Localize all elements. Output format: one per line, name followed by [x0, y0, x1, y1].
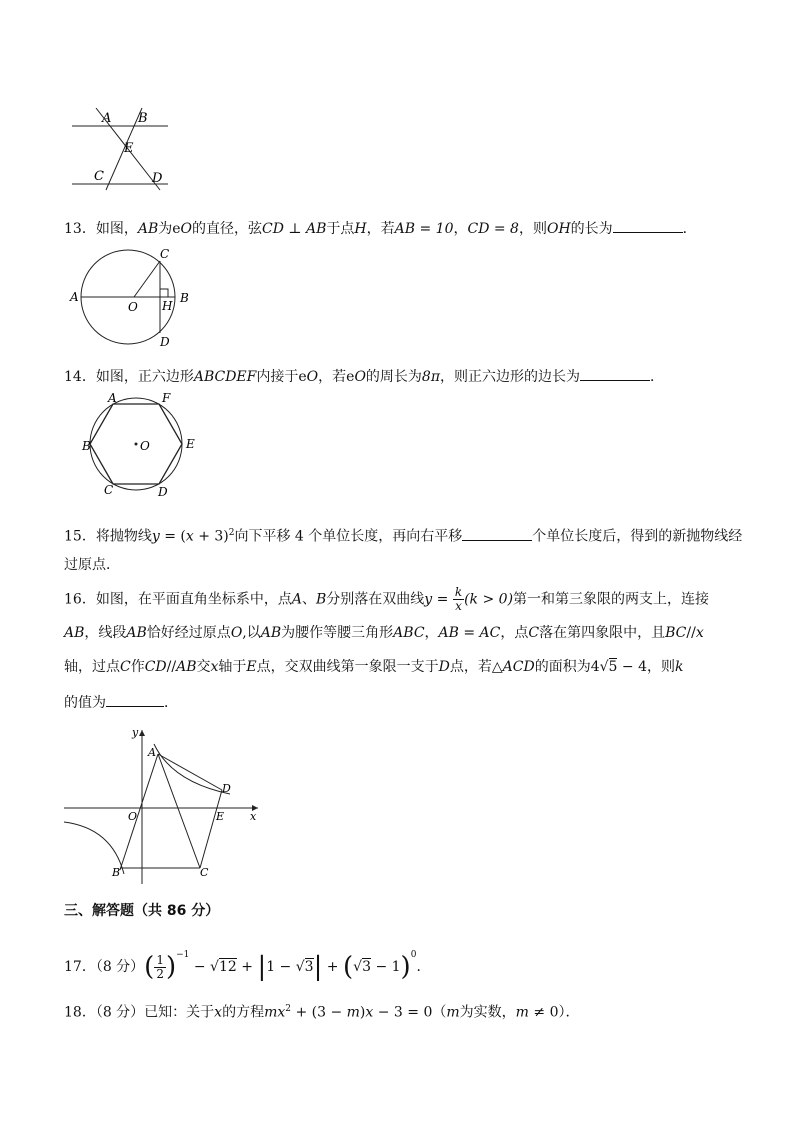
question-14: 14．如图，正六边形ABCDEF内接于eO，若eO的周长为8π，则正六边形的边长为 ． [64, 366, 664, 386]
question-16-line3: 轴，过点C作CD//AB交x轴于E点，交双曲线第一象限一支于D点，若△ACD的面积为4√5 − 4，则k [64, 659, 684, 675]
label-c: C [160, 247, 170, 261]
fraction-k-over-x: $\frac{k}{x}$ [454, 585, 463, 613]
label-d: D [222, 782, 231, 795]
label-a: A [102, 111, 112, 126]
figure-inscribed-hexagon [76, 392, 204, 500]
label-o: O [140, 439, 150, 453]
label-b: B [82, 439, 91, 453]
label-f: F [162, 392, 171, 405]
answer-blank-16[interactable] [106, 692, 164, 707]
label-b: B [112, 866, 121, 879]
label-e: E [216, 810, 225, 823]
segment-ad [158, 754, 222, 790]
label-a: A [70, 290, 79, 304]
label-b: B [138, 111, 148, 126]
label-c: C [94, 169, 104, 184]
section-heading: 三、解答题（共 86 分） [64, 903, 220, 919]
label-d: D [158, 485, 168, 499]
answer-blank-15[interactable] [462, 526, 532, 541]
question-16-line4: 的值为 ． [64, 692, 178, 712]
label-e: E [186, 437, 195, 451]
label-y: y [132, 726, 139, 739]
question-number: 13． [64, 221, 96, 237]
radius-oc [134, 261, 160, 297]
label-c: C [200, 866, 209, 879]
question-16-line1: 16．如图，在平面直角坐标系中，点A、B分别落在双曲线y = $\frac{k}{x}$ (k > 0)第一和第三象限的两支上，连接 [64, 585, 710, 613]
question-18: 18．（8 分）已知：关于x的方程$mx^2 + (3 - m)x - 3 = 0(m$为实数，m ≠ 0）． [64, 1004, 580, 1021]
segment-cd [200, 790, 225, 868]
question-16-line2: AB，线段AB恰好经过原点O,以AB为腰作等腰三角形ABC，AB = AC，点C落在第四象限中，且BC//x [64, 625, 704, 641]
segment-ac [158, 754, 200, 868]
label-x: x [250, 810, 257, 823]
question-15-line1: 15．将抛物线$y = (x + 3)^2$向下平移 4 个单位长度，再向右平移 个单位长度后，得到的新抛物线经 [64, 524, 742, 546]
fraction-one-half: $\frac{1}{2}$ [156, 952, 164, 981]
hyperbola-branch-1 [154, 744, 230, 794]
segment-ab [120, 754, 158, 870]
label-a: A [148, 746, 156, 759]
right-angle-mark [160, 289, 168, 297]
answer-blank-14[interactable] [580, 366, 650, 381]
label-d: D [152, 171, 163, 186]
label-b: B [180, 291, 189, 305]
label-h: H [162, 299, 173, 313]
center-dot [135, 443, 138, 446]
question-17: 17．（8 分）( $\frac{1}{2}$ )$^{-1} - √12 + |1 - √3| + (√3 - 1)^0$． [64, 950, 431, 982]
figure-hyperbola-triangle [62, 724, 268, 886]
label-d: D [160, 335, 170, 349]
label-c: C [104, 483, 114, 497]
label-e: E [124, 141, 134, 156]
figure-parallel-lines [64, 104, 174, 192]
question-15-line2: 过原点． [64, 557, 120, 573]
label-o: O [128, 300, 138, 314]
answer-blank-13[interactable] [613, 218, 683, 233]
label-a: A [108, 392, 117, 405]
question-13: 13．如图，AB为eO的直径，弦CD ⊥ AB于点H，若AB = 10，CD = 8，则OH的长为 ． [64, 218, 697, 238]
label-o: O [128, 810, 138, 823]
figure-circle-chord [64, 244, 194, 350]
